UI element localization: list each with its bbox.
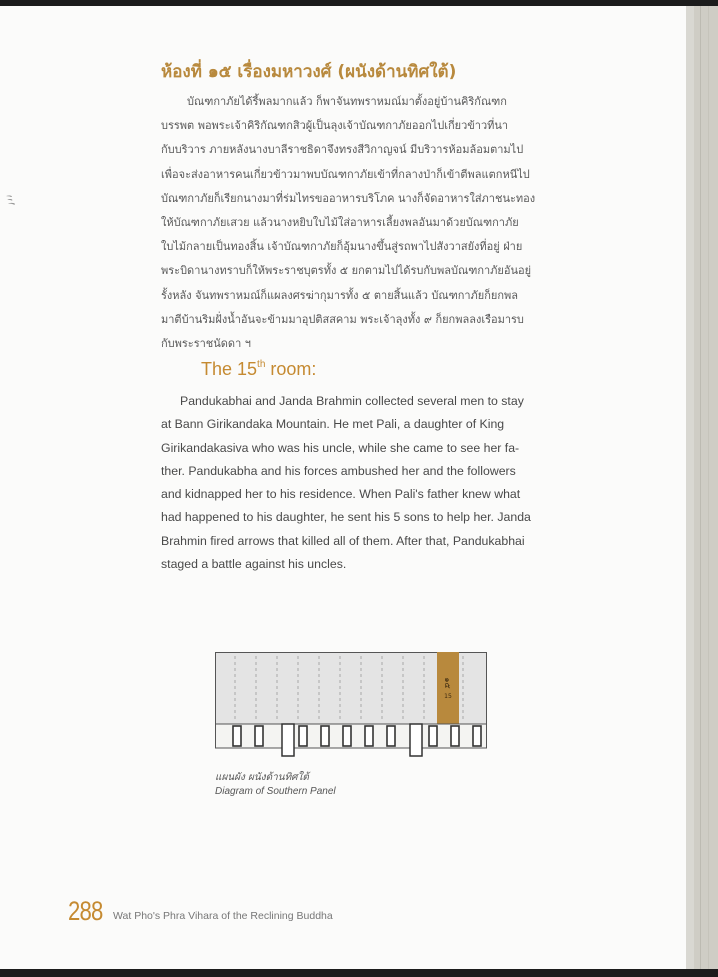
english-line: Pandukabhai and Janda Brahmin collected several men to stay <box>180 394 524 408</box>
thai-line: มาตีบ้านริมฝั่งน้ำอันจะข้ามมาอุปติสสคาม พระเจ้าลุงทั้ง ๙ ก็ยกพลลงเรือมารบ <box>161 312 524 326</box>
english-line: and kidnapped her to his residence. When Pali's father knew what <box>161 487 521 502</box>
room-15-label: 15 <box>444 693 452 700</box>
english-room-heading <box>201 359 316 380</box>
window-opening <box>429 726 437 746</box>
english-line: Girikandakasiva who was his uncle, while she came to see her fa- <box>161 440 520 455</box>
running-footer-title: Wat Pho's Phra Vihara of the Reclining Buddha <box>113 910 333 922</box>
door-opening <box>410 724 422 756</box>
english-line: ther. Pandukabha and his forces ambushed her and the followers <box>161 463 516 478</box>
english-line: at Bann Girikandaka Mountain. He met Pali, a daughter of King <box>161 417 505 432</box>
window-opening <box>451 726 459 746</box>
english-line: Brahmin fired arrows that killed all of them. After that, Pandukabhai <box>161 533 525 548</box>
thai-line: พระบิดานางทราบก็ให้พระราชบุตรทั้ง ๕ ยกตามไปได้รบกับพลบัณฑกาภัยอันอยู่ <box>161 264 532 278</box>
window-opening <box>233 726 241 746</box>
window-opening <box>321 726 329 746</box>
thai-line: เพื่อจะส่งอาหารคนเกี่ยวข้าวมาพบบัณฑกาภัยเข้าที่กลางป่าก็เข้าตีพลแตกหนีไป <box>161 167 530 181</box>
thai-line: บัณฑกาภัยก็เรียกนางมาที่ร่มไทรขออาหารบริโภค นางก็จัดอาหารใส่ภาชนะทอง <box>161 191 536 205</box>
window-opening <box>299 726 307 746</box>
window-opening <box>255 726 263 746</box>
window-opening <box>343 726 351 746</box>
door-opening <box>282 724 294 756</box>
book-spine-edge <box>694 6 718 969</box>
southern-panel-diagram <box>215 652 487 758</box>
window-opening <box>365 726 373 746</box>
thai-line: ให้บัณฑกาภัยเสวย แล้วนางหยิบใบไม้ใส่อาหารเลี้ยงพลอันมาด้วยบัณฑกาภัย <box>161 215 519 229</box>
page-edge <box>686 6 694 969</box>
thai-room-heading: ห้องที่ ๑๕ เรื่องมหาวงศ์ (ผนังด้านทิศใต้) <box>161 62 457 82</box>
thai-line: ใบไม้กลายเป็นทองสิ้น เจ้าบัณฑกาภัยก็อุ้มนางขึ้นสู่รถพาไปสังวาสยังที่อยู่ ฝ่าย <box>161 240 523 254</box>
diagram-caption-english: Diagram of Southern Panel <box>215 786 336 797</box>
thai-paragraph <box>161 90 542 356</box>
room-15-thai-label: ๑๕ <box>443 677 452 689</box>
thai-line: กับพระราชนัดดา ฯ <box>161 336 251 350</box>
heading-ordinal-suffix: th <box>257 359 266 370</box>
thai-line: บรรพต พอพระเจ้าคิริกัณฑกสิวผู้เป็นลุงเจ้าบัณฑกาภัยออกไปเกี่ยวข้าวที่นา <box>161 119 509 133</box>
scan-smudge-mark: ﾐ <box>3 190 18 211</box>
english-line: had happened to his daughter, he sent his 5 sons to help her. Janda <box>161 510 531 525</box>
thai-line: บัณฑกาภัยได้รี้พลมากแล้ว ก็พาจันทพราหมณ์มาตั้งอยู่บ้านคิริกัณฑก <box>187 95 507 108</box>
diagram-caption-thai: แผนผัง ผนังด้านทิศใต้ <box>215 772 309 783</box>
scan-border-bottom <box>0 969 718 977</box>
thai-line: รั้งหลัง จันทพราหมณ์ก็แผลงศรฆ่ากุมารทั้ง ๕ ตายสิ้นแล้ว บัณฑกาภัยก็ยกพล <box>161 288 518 302</box>
thai-line: กับบริวาร ภายหลังนางบาลีราชธิดาจึงทรงสีวิกาญจน์ มีบริวารห้อมล้อมตามไป <box>161 143 524 157</box>
window-opening <box>473 726 481 746</box>
english-paragraph <box>161 390 546 576</box>
window-opening <box>387 726 395 746</box>
heading-prefix: The 15 <box>201 359 258 379</box>
page-number: 288 <box>68 896 103 926</box>
english-line: staged a battle against his uncles. <box>161 557 347 572</box>
heading-suffix: room: <box>265 359 317 379</box>
